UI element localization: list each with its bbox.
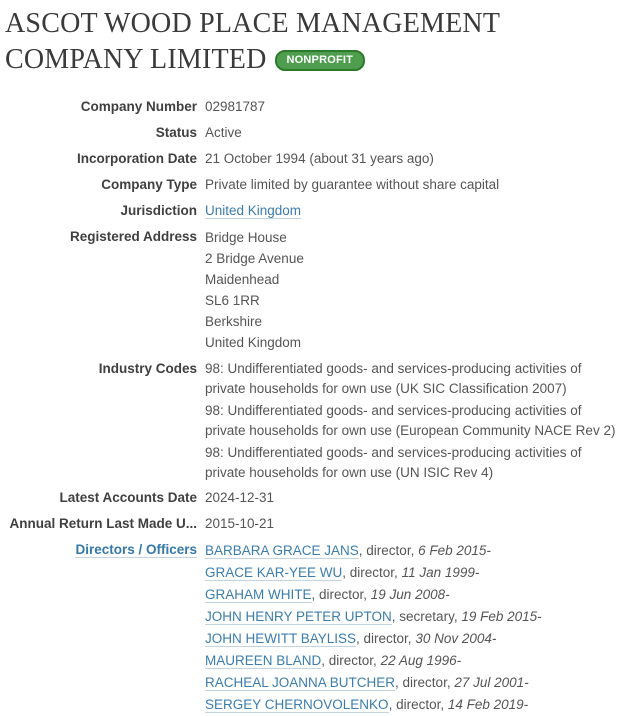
attribute-row-incorporation-date	[5, 149, 623, 169]
director-row	[205, 694, 542, 716]
director-row	[205, 628, 542, 650]
nonprofit-badge: NONPROFIT	[275, 50, 366, 71]
director-dates: 27 Jul 2001-	[454, 675, 529, 690]
director-role: , director,	[358, 543, 419, 558]
director-role: , director,	[388, 697, 448, 712]
address-line: 2 Bridge Avenue	[205, 251, 304, 266]
directors-officers-value	[205, 540, 542, 716]
company-type-value: Private limited by guarantee without share capital	[205, 177, 500, 192]
attribute-row-directors	[5, 540, 623, 716]
director-name-link[interactable]: GRAHAM WHITE	[205, 587, 312, 602]
jurisdiction-label: Jurisdiction	[120, 203, 197, 218]
industry-code: 98: Undifferentiated goods- and services-producing activities of private households for own use (UK SIC Classification 2007)	[205, 361, 582, 396]
address-line: Maidenhead	[205, 272, 280, 287]
industry-code: 98: Undifferentiated goods- and services-producing activities of private households for own use (European Community NACE Rev 2)	[205, 403, 616, 438]
company-name: ASCOT WOOD PLACE MANAGEMENT COMPANY LIMITED	[5, 8, 500, 75]
company-number-value: 02981787	[205, 99, 266, 114]
company-type-label: Company Type	[101, 177, 197, 192]
address-line: United Kingdom	[205, 335, 302, 350]
attribute-row-status	[5, 123, 623, 143]
director-role: , director,	[311, 587, 371, 602]
industry-code: 98: Undifferentiated goods- and services-producing activities of private households for own use (UN ISIC Rev 4)	[205, 445, 582, 480]
director-role: , director,	[342, 565, 402, 580]
director-dates: 6 Feb 2015-	[418, 543, 491, 558]
director-name-link[interactable]: RACHEAL JOANNA BUTCHER	[205, 675, 396, 690]
director-name-link[interactable]: BARBARA GRACE JANS	[205, 543, 359, 558]
annual-return-label: Annual Return Last Made U...	[9, 516, 197, 531]
director-name-link[interactable]: JOHN HENRY PETER UPTON	[205, 609, 392, 624]
director-name-link[interactable]: JOHN HEWITT BAYLISS	[205, 631, 357, 646]
registered-address-value	[205, 227, 304, 353]
director-dates: 14 Feb 2019-	[447, 697, 529, 712]
director-role: , director,	[321, 653, 381, 668]
status-label: Status	[155, 125, 197, 140]
attribute-row-latest-accounts-date	[5, 488, 623, 508]
address-line: Berkshire	[205, 314, 263, 329]
director-name-link[interactable]: SERGEY CHERNOVOLENKO	[205, 697, 389, 712]
director-name-link[interactable]: GRACE KAR-YEE WU	[205, 565, 343, 580]
latest-accounts-date-value: 2024-12-31	[205, 490, 275, 505]
registered-address-label: Registered Address	[69, 229, 197, 244]
director-dates: 19 Feb 2015-	[461, 609, 542, 624]
director-dates: 22 Aug 1996-	[380, 653, 462, 668]
address-line: Bridge House	[205, 230, 287, 245]
industry-codes-label: Industry Codes	[98, 361, 197, 376]
annual-return-value: 2015-10-21	[205, 516, 275, 531]
director-role: , director,	[395, 675, 455, 690]
company-attributes	[5, 97, 623, 716]
director-row	[205, 650, 542, 672]
attribute-row-company-number	[5, 97, 623, 117]
director-name-link[interactable]: MAUREEN BLAND	[205, 653, 322, 668]
jurisdiction-link[interactable]: United Kingdom	[205, 203, 302, 218]
directors-officers-link[interactable]: Directors / Officers	[75, 542, 197, 557]
industry-codes-value	[205, 359, 623, 482]
attribute-row-jurisdiction	[5, 201, 623, 221]
director-dates: 11 Jan 1999-	[401, 565, 480, 580]
status-value: Active	[205, 125, 242, 140]
director-row	[205, 606, 542, 628]
attribute-row-company-type	[5, 175, 623, 195]
director-row	[205, 540, 542, 562]
director-row	[205, 584, 542, 606]
director-dates: 19 Jun 2008-	[370, 587, 450, 602]
director-role: , secretary,	[391, 609, 462, 624]
address-line: SL6 1RR	[205, 293, 260, 308]
director-row	[205, 562, 542, 584]
director-role: , director,	[356, 631, 416, 646]
company-number-label: Company Number	[80, 99, 197, 114]
director-row	[205, 672, 542, 694]
latest-accounts-date-label: Latest Accounts Date	[59, 490, 197, 505]
attribute-row-industry-codes	[5, 359, 623, 482]
director-dates: 30 Nov 2004-	[415, 631, 497, 646]
attribute-row-annual-return	[5, 514, 623, 534]
incorporation-date-value: 21 October 1994 (about 31 years ago)	[205, 151, 434, 166]
attribute-row-registered-address	[5, 227, 623, 353]
directors-officers-label	[5, 540, 197, 560]
page-title	[5, 6, 623, 78]
incorporation-date-label: Incorporation Date	[76, 151, 197, 166]
jurisdiction-value	[205, 201, 301, 221]
